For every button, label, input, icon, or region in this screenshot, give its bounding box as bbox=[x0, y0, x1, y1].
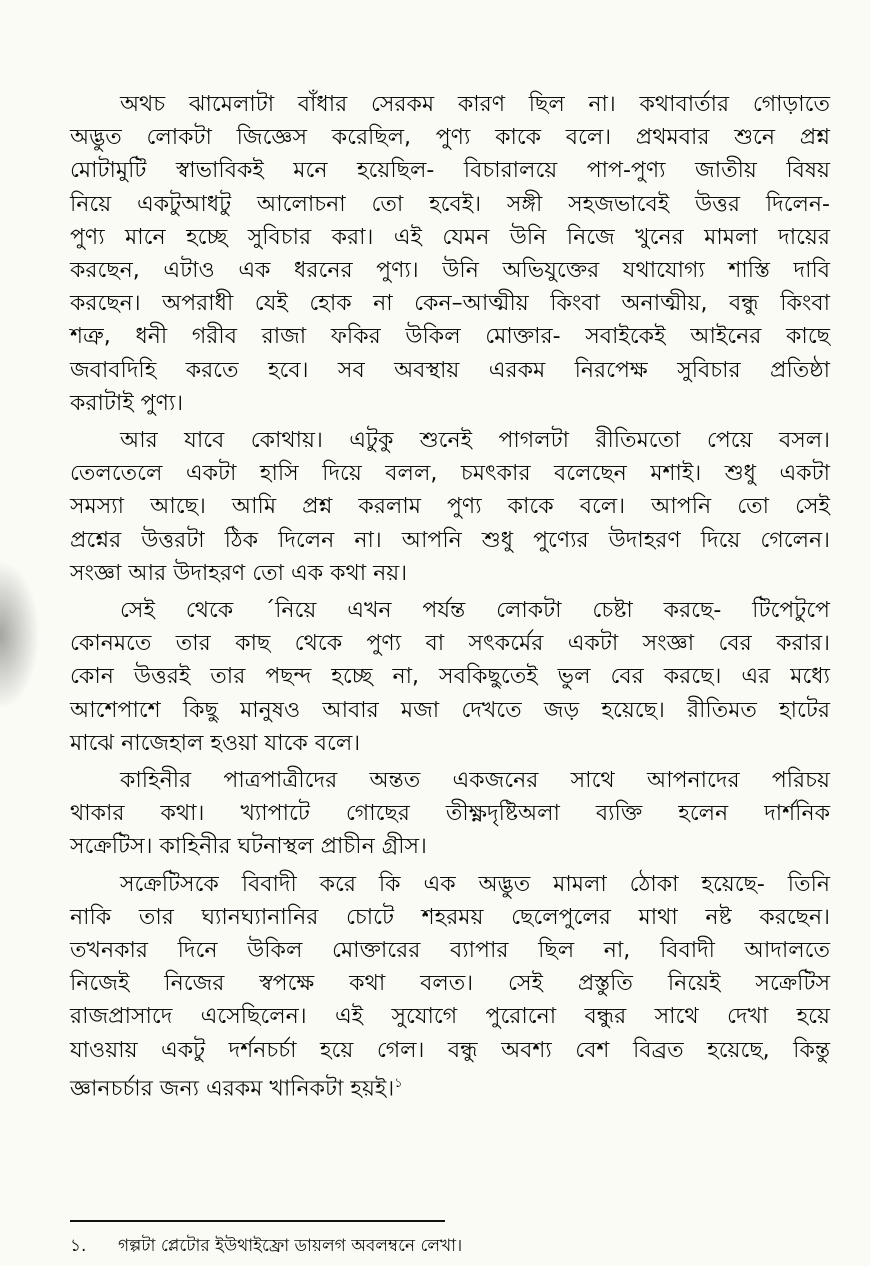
text-line: প্রশ্নের উত্তরটা ঠিক দিলেন না। আপনি শুধু পুণ্যের উদাহরণ দিয়ে গেলেন। bbox=[70, 527, 830, 553]
text-line: কোনমতে তার কাছ থেকে পুণ্য বা সৎকর্মের একটা সংজ্ঞা বের করার। bbox=[70, 631, 830, 657]
text-line: নাকি তার ঘ্যানঘ্যানানির চোটে শহরময় ছেলেপুলের মাথা নষ্ট করছেন। bbox=[70, 904, 830, 930]
text-line: মাঝে নাজেহাল হওয়া যাকে বলে। bbox=[70, 730, 361, 756]
text-line: আশেপাশে কিছু মানুষও আবার মজা দেখতে জড় হয়েছে। রীতিমত হাটের bbox=[70, 697, 830, 723]
text-line: জবাবদিহি করতে হবে। সব অবস্থায় এরকম নিরপেক্ষ সুবিচার প্রতিষ্ঠা bbox=[70, 357, 830, 383]
text-line: সেই থেকে ´নিয়ে এখন পর্যন্ত লোকটা চেষ্টা করছে- টিপেটুপে bbox=[120, 598, 830, 624]
text-line bbox=[70, 1067, 830, 1106]
page-edge-shadow bbox=[0, 560, 40, 710]
paragraph-3 bbox=[70, 594, 830, 760]
text-line: আর যাবে কোথায়। এটুকু শুনেই পাগলটা রীতিমতো পেয়ে বসল। bbox=[120, 428, 830, 454]
footnote bbox=[70, 1234, 830, 1258]
text-line: করছেন, এটাও এক ধরনের পুণ্য। উনি অভিযুক্তের যথাযোগ্য শাস্তি দাবি bbox=[70, 258, 830, 284]
footnote-text: গল্পটা প্লেটোর ইউথাইফ্রো ডায়লগ অবলম্বনে লেখা। bbox=[118, 1236, 463, 1256]
text-line: সক্রেটিস। কাহিনীর ঘটনাস্থল প্রাচীন গ্রীস। bbox=[70, 834, 427, 860]
text-line: সক্রেটিসকে বিবাদী করে কি এক অদ্ভুত মামলা ঠোকা হয়েছে- তিনি bbox=[120, 871, 830, 897]
text-line: সংজ্ঞা আর উদাহরণ তো এক কথা নয়। bbox=[70, 560, 408, 586]
paragraph-4 bbox=[70, 764, 830, 864]
paragraph-2 bbox=[70, 424, 830, 590]
footnote-number: ১. bbox=[70, 1236, 87, 1256]
paragraph-5 bbox=[70, 868, 830, 1106]
text-line: তখনকার দিনে উকিল মোক্তারের ব্যাপার ছিল না, বিবাদী আদালতে bbox=[70, 938, 830, 964]
text-line: পুণ্য মানে হচ্ছে সুবিচার করা। এই যেমন উনি নিজে খুনের মামলা দায়ের bbox=[70, 224, 830, 250]
text-line: অদ্ভুত লোকটা জিজ্ঞেস করেছিল, পুণ্য কাকে বলে। প্রথমবার শুনে প্রশ্ন bbox=[70, 125, 830, 151]
text-line: সমস্যা আছে। আমি প্রশ্ন করলাম পুণ্য কাকে বলে। আপনি তো সেই bbox=[70, 494, 830, 520]
text-line: অথচ ঝামেলাটা বাঁধার সেরকম কারণ ছিল না। কথাবার্তার গোড়াতে bbox=[120, 92, 830, 117]
text-line: মোটামুটি স্বাভাবিকই মনে হয়েছিল- বিচারালয়ে পাপ-পুণ্য জাতীয় বিষয় bbox=[70, 158, 830, 184]
text-line: শত্রু, ধনী গরীব রাজা ফকির উকিল মোক্তার- সবাইকেই আইনের কাছে bbox=[70, 324, 830, 350]
text-line: যাওয়ায় একটু দর্শনচর্চা হয়ে গেল। বন্ধু অবশ্য বেশ বিব্রত হয়েছে, কিন্তু bbox=[70, 1037, 830, 1063]
text-line: রাজপ্রাসাদে এসেছিলেন। এই সুযোগে পুরোনো বন্ধুর সাথে দেখা হয়ে bbox=[70, 1004, 830, 1030]
text-line: করছেন। অপরাধী যেই হোক না কেন–আত্মীয় কিংবা অনাত্মীয়, বন্ধু কিংবা bbox=[70, 291, 830, 317]
text-line: কোন উত্তরই তার পছন্দ হচ্ছে না, সবকিছুতেই ভুল বের করছে। এর মধ্যে bbox=[70, 664, 830, 690]
text-line: করাটাই পুণ্য। bbox=[70, 390, 184, 416]
text-line: থাকার কথা। খ্যাপাটে গোছের তীক্ষ্ণদৃষ্টিঅলা ব্যক্তি হলেন দার্শনিক bbox=[70, 801, 830, 827]
footnote-divider bbox=[70, 1220, 445, 1222]
text-line: নিজেই নিজের স্বপক্ষে কথা বলত। সেই প্রস্তুতি নিয়েই সক্রেটিস bbox=[70, 971, 830, 997]
footnote-marker: ১ bbox=[394, 1075, 403, 1091]
text-line-content: জ্ঞানচর্চার জন্য এরকম খানিকটা হয়ই। bbox=[70, 1076, 395, 1102]
body-text bbox=[70, 88, 830, 1109]
text-line: কাহিনীর পাত্রপাত্রীদের অন্তত একজনের সাথে আপনাদের পরিচয় bbox=[120, 768, 830, 794]
text-line: তেলতেলে একটা হাসি দিয়ে বলল, চমৎকার বলেছেন মশাই। শুধু একটা bbox=[70, 461, 830, 487]
paragraph-1 bbox=[70, 88, 830, 420]
text-line: নিয়ে একটুআধটু আলোচনা তো হবেই। সঙ্গী সহজভাবেই উত্তর দিলেন- bbox=[70, 191, 830, 217]
